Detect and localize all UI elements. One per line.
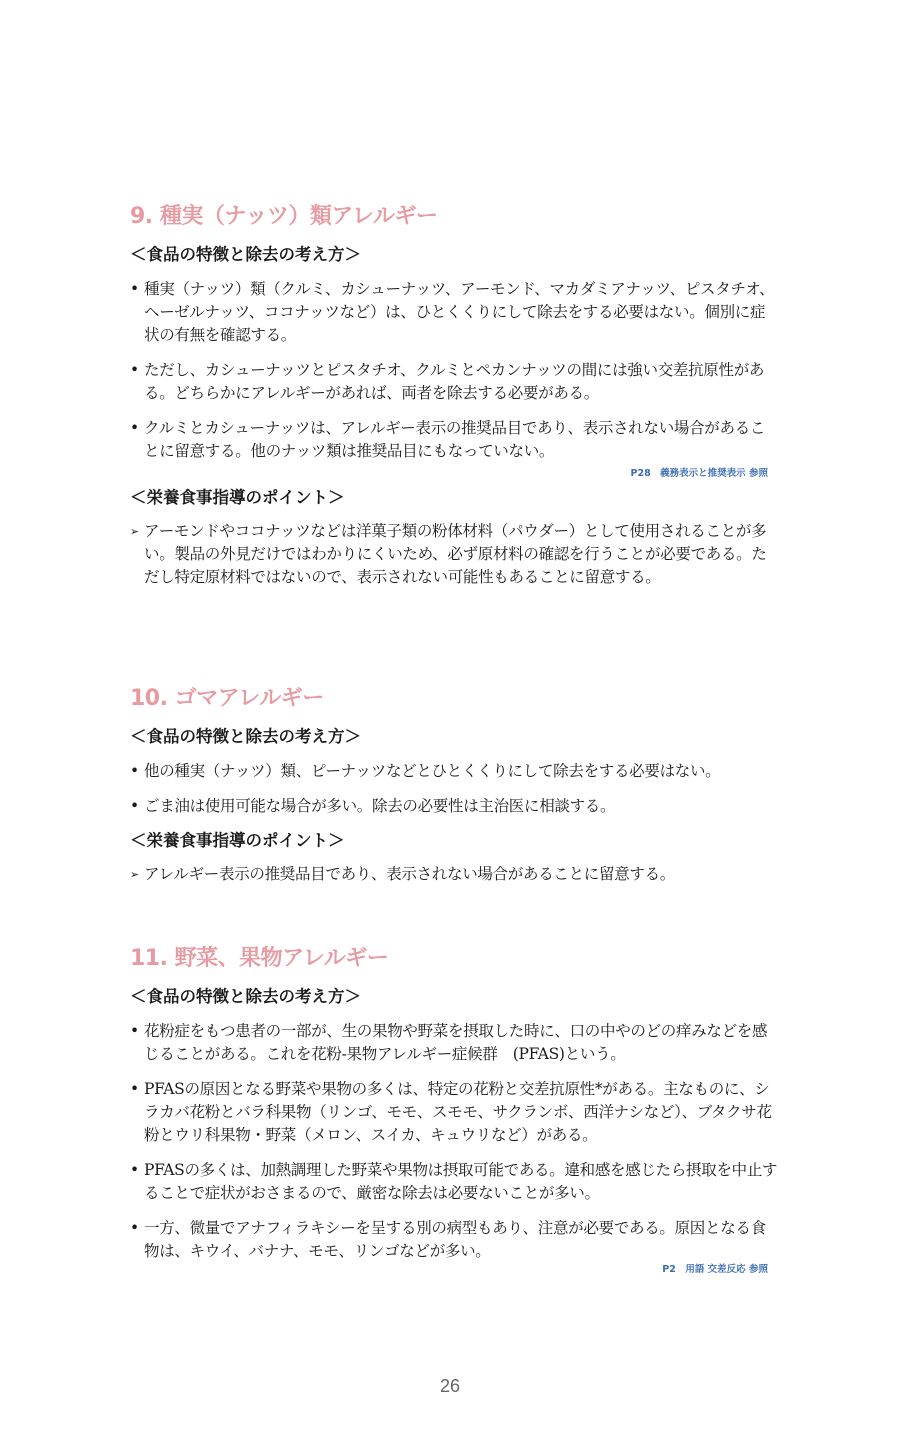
list-item-text: PFASの多くは、加熱調理した野菜や果物は摂取可能である。違和感を感じたら摂取を中止することで症状がおさまるので、厳密な除去は必要ないことが多い。 <box>144 1160 778 1202</box>
bullet-icon: • <box>130 279 139 298</box>
bullet-icon: • <box>130 796 139 815</box>
list-item <box>130 760 780 783</box>
guidance-heading: ＜栄養食事指導のポイント＞ <box>130 830 345 850</box>
section-title: 10. ゴマアレルギー <box>130 686 324 711</box>
page-reference: P28 義務表示と推奨表示 参照 <box>630 467 768 479</box>
list-item <box>130 520 780 589</box>
list-item <box>130 1078 780 1147</box>
page-number: 26 <box>439 1376 461 1396</box>
page-reference: P2 用語 交差反応 参照 <box>662 1263 768 1275</box>
list-item-text: アーモンドやココナッツなどは洋菓子類の粉体材料（パウダー）として使用されることが多い。製品の外見だけではわかりにくいため、必ず原材料の確認を行うことが必要である。ただし特定原材料ではないので、表示されない可能性もあることに留意する。 <box>144 522 767 587</box>
section-title: 11. 野菜、果物アレルギー <box>130 946 389 971</box>
list-item <box>130 863 780 886</box>
list-item <box>130 359 780 405</box>
arrow-icon: ➢ <box>130 525 139 539</box>
reference-row <box>130 1265 780 1281</box>
list-item-text: 一方、微量でアナフィラキシーを呈する別の病型もあり、注意が必要である。原因となる食物は、キウイ、バナナ、モモ、リンゴなどが多い。 <box>144 1218 766 1260</box>
list-item <box>130 1217 780 1263</box>
list-item-text: ごま油は使用可能な場合が多い。除去の必要性は主治医に相談する。 <box>144 796 616 815</box>
guidance-heading: ＜栄養食事指導のポイント＞ <box>130 487 345 507</box>
list-item-text: 花粉症をもつ患者の一部が、生の果物や野菜を摂取した時に、口の中やのどの痒みなどを感じることがある。これを花粉-果物アレルギー症候群 (PFAS)という。 <box>144 1021 768 1063</box>
reference-row <box>130 465 780 481</box>
list-item-text: 種実（ナッツ）類（クルミ、カシューナッツ、アーモンド、マカダミアナッツ、ピスタチオ、ヘーゼルナッツ、ココナッツなど）は、ひとくくりにして除去をする必要はない。個別に症状の有無を確認する。 <box>144 279 775 344</box>
section-nuts <box>130 204 780 601</box>
bullet-icon: • <box>130 1160 139 1179</box>
list-item <box>130 417 780 463</box>
bullet-icon: • <box>130 418 139 437</box>
bullet-icon: • <box>130 360 139 379</box>
list-item-text: ただし、カシューナッツとピスタチオ、クルミとペカンナッツの間には強い交差抗原性がある。どちらかにアレルギーがあれば、両者を除去する必要がある。 <box>144 360 765 402</box>
list-item-text: クルミとカシューナッツは、アレルギー表示の推奨品目であり、表示されない場合があることに留意する。他のナッツ類は推奨品目にもなっていない。 <box>144 418 766 460</box>
list-item-text: アレルギー表示の推奨品目であり、表示されない場合があることに留意する。 <box>144 865 675 884</box>
list-item-text: 他の種実（ナッツ）類、ピーナッツなどとひとくくりにして除去をする必要はない。 <box>144 761 721 780</box>
bullet-icon: • <box>130 1079 139 1098</box>
section-title: 9. 種実（ナッツ）類アレルギー <box>130 204 438 229</box>
list-item <box>130 795 780 818</box>
bullet-icon: • <box>130 761 139 780</box>
bullet-icon: • <box>130 1218 139 1237</box>
list-item-text: PFASの原因となる野菜や果物の多くは、特定の花粉と交差抗原性*がある。主なものに、シラカバ花粉とバラ科果物（リンゴ、モモ、スモモ、サクランボ、西洋ナシなど）、ブタクサ花粉とウリ科果物・野菜（メロン、スイカ、キュウリなど）がある。 <box>144 1079 772 1144</box>
section-vegetables-fruits <box>130 946 780 1281</box>
features-heading: ＜食品の特徴と除去の考え方＞ <box>130 245 361 265</box>
bullet-icon: • <box>130 1021 139 1040</box>
features-heading: ＜食品の特徴と除去の考え方＞ <box>130 987 361 1007</box>
section-sesame <box>130 686 780 898</box>
list-item <box>130 1159 780 1205</box>
list-item <box>130 278 780 347</box>
list-item <box>130 1020 780 1066</box>
features-heading: ＜食品の特徴と除去の考え方＞ <box>130 727 361 747</box>
arrow-icon: ➢ <box>130 868 139 882</box>
